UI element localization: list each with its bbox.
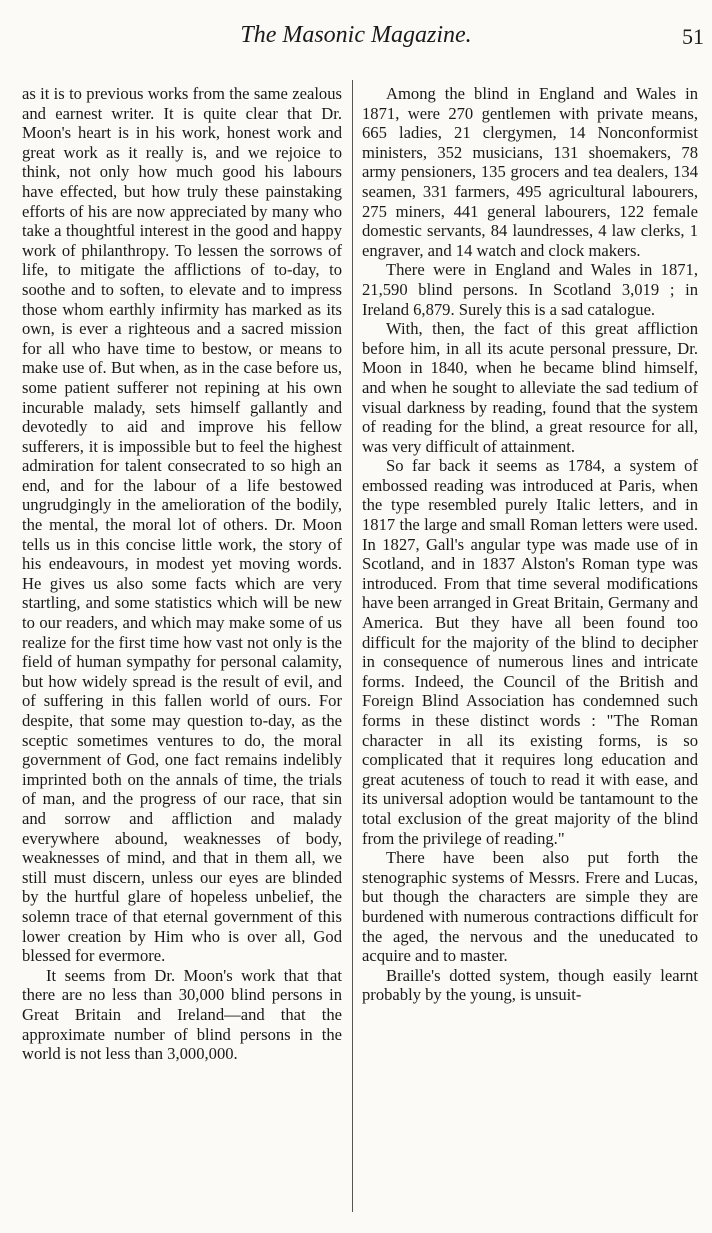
right-column: [362, 84, 698, 1005]
paragraph: There have been also put forth the stenographic systems of Messrs. Frere and Lucas, but though the characters are simple they are burdened with numerous contractions difficult for the aged, the nervous and the uneducated to acquire and to master.: [362, 848, 698, 966]
paragraph: Braille's dotted system, though easily learnt probably by the young, is unsuit-: [362, 965, 698, 1005]
column-divider: [352, 80, 353, 1212]
paragraph: It seems from Dr. Moon's work that that there are no less than 30,000 blind persons in Great Britain and Ireland—and that the approximate number of blind persons in the world is not less than 3,000,000.: [22, 965, 342, 1064]
paragraph: There were in England and Wales in 1871, 21,590 blind persons. In Scotland 3,019 ; in Ireland 6,879. Surely this is a sad catalogue.: [362, 260, 698, 319]
paragraph: With, then, the fact of this great affliction before him, in all its acute personal pressure, Dr. Moon in 1840, when he became blind himself, and when he sought to alleviate the sad tedium of visual darkness by reading, found that the system of reading for the blind, a great resource for all, was very difficult of attainment.: [362, 319, 698, 456]
paragraph: as it is to previous works from the same zealous and earnest writer. It is quite clear that Dr. Moon's heart is in his work, honest work and great work as it really is, and we rejoice to think, not only how much good his labours have effected, but how truly these painstaking efforts of his are now appreciated by many who take a thoughtful interest in the good and happy work of philanthropy. To lessen the sorrows of life, to mitigate the afflictions of to-day, to soothe and to soften, to elevate and to impress those whom earthly infirmity has marked as its own, is ever a righteous and a sacred mission for all who have time to bestow, or means to make use of. But when, as in the case before us, some patient sufferer not repining at his own incurable malady, sets himself gallantly and devotedly to aid and improve his fellow sufferers, it is impossible but to feel the highest admiration for talent consecrated to so high an end, and for the labour of a life bestowed ungrudgingly in the amelioration of the bodily, the mental, the moral lot of others. Dr. Moon tells us in this concise little work, the story of his endeavours, in modest yet moving words. He gives us also some facts which are very startling, and some statistics which will be new to our readers, and which may make some of us realize for the first time how vast not only is the field of human sympathy for personal calamity, but how widely spread is the result of evil, and of suffering in this fallen world of ours. For despite, that some may question to-day, as the sceptic sometimes ventures to do, the moral government of God, one fact remains indelibly imprinted both on the annals of time, the trials of man, and the progress of our race, that sin and sorrow and affliction and malady everywhere abound, weaknesses of body, weaknesses of mind, and that in them all, we still must discern, unless our eyes are blinded by the hurtful glare of hopeless unbelief, the solemn trace of that eternal government of this lower creation by Him who is over all, God blessed for evermore.: [22, 84, 342, 966]
paragraph: Among the blind in England and Wales in 1871, were 270 gentlemen with private means, 665 ladies, 21 clergymen, 14 Nonconformist ministers, 352 musicians, 131 shoemakers, 78 army pensioners, 135 grocers and tea dealers, 134 seamen, 331 farmers, 495 agricultural labourers, 275 miners, 441 general labourers, 122 female domestic servants, 84 laundresses, 4 law clerks, 1 engraver, and 14 watch and clock makers.: [362, 84, 698, 260]
page-number: 51: [682, 24, 704, 49]
paragraph: So far back it seems as 1784, a system of embossed reading was introduced at Paris, when the type resembled purely Italic letters, and in 1817 the large and small Roman letters were used. In 1827, Gall's angular type was made use of in Scotland, and in 1837 Alston's Roman type was introduced. From that time several modifications have been arranged in Great Britain, Germany and America. But they have all been found too difficult for the majority of the blind to decipher in consequence of numerous lines and intricate forms. Indeed, the Council of the British and Foreign Blind Association has condemned such forms in these distinct words : "The Roman character in all its existing forms, is so complicated that it requires long education and great acuteness of touch to read it with ease, and its universal adoption would be tantamount to the total exclusion of the great majority of the blind from the privilege of reading.": [362, 456, 698, 848]
page-header: [0, 22, 712, 52]
left-column: [22, 84, 342, 1064]
magazine-title: The Masonic Magazine.: [240, 22, 472, 48]
